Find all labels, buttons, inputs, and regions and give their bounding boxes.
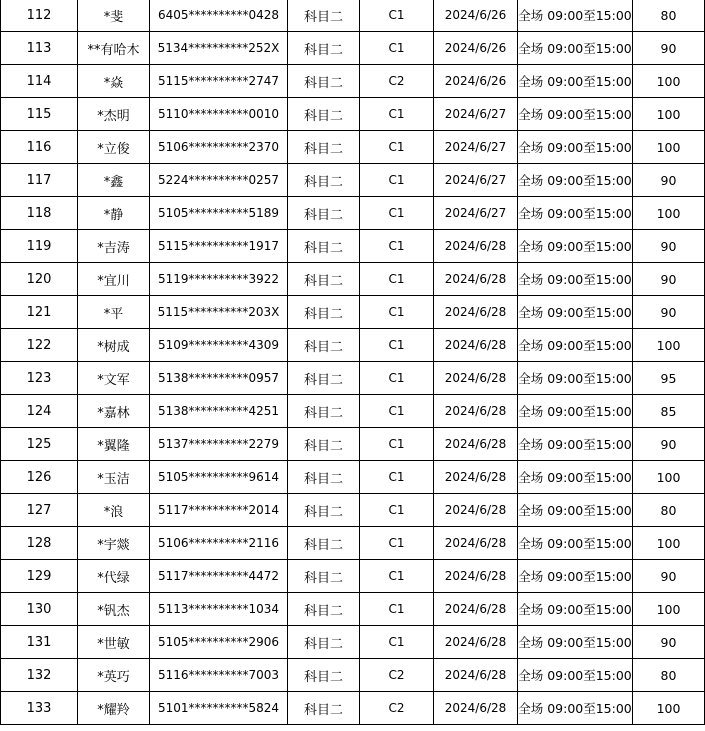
exam-date: 2024/6/28 (434, 659, 518, 692)
exam-score: 80 (633, 0, 705, 32)
candidate-name: *英巧 (78, 659, 150, 692)
exam-score: 100 (633, 527, 705, 560)
candidate-name: *静 (78, 197, 150, 230)
table-row (1, 131, 705, 164)
exam-session: 全场 09:00至15:00 (518, 593, 633, 626)
id-number: 5224**********0257 (150, 164, 288, 197)
exam-subject: 科目二 (288, 32, 360, 65)
table-row (1, 494, 705, 527)
exam-score: 90 (633, 296, 705, 329)
exam-score: 90 (633, 560, 705, 593)
id-number: 5117**********2014 (150, 494, 288, 527)
license-type: C1 (360, 131, 434, 164)
candidate-name: *浪 (78, 494, 150, 527)
candidate-name: *钒杰 (78, 593, 150, 626)
table-row (1, 461, 705, 494)
id-number: 5106**********2370 (150, 131, 288, 164)
row-number: 122 (1, 329, 78, 362)
table-row (1, 593, 705, 626)
exam-session: 全场 09:00至15:00 (518, 296, 633, 329)
exam-date: 2024/6/28 (434, 461, 518, 494)
exam-session: 全场 09:00至15:00 (518, 65, 633, 98)
id-number: 5115**********2747 (150, 65, 288, 98)
row-number: 123 (1, 362, 78, 395)
table-row (1, 0, 705, 32)
exam-subject: 科目二 (288, 0, 360, 32)
table-row (1, 395, 705, 428)
exam-session: 全场 09:00至15:00 (518, 98, 633, 131)
exam-subject: 科目二 (288, 626, 360, 659)
exam-subject: 科目二 (288, 65, 360, 98)
license-type: C1 (360, 428, 434, 461)
candidate-name: *鑫 (78, 164, 150, 197)
exam-subject: 科目二 (288, 296, 360, 329)
id-number: 5110**********0010 (150, 98, 288, 131)
table-row (1, 32, 705, 65)
exam-date: 2024/6/28 (434, 296, 518, 329)
exam-subject: 科目二 (288, 428, 360, 461)
row-number: 116 (1, 131, 78, 164)
id-number: 5106**********2116 (150, 527, 288, 560)
exam-date: 2024/6/28 (434, 494, 518, 527)
row-number: 113 (1, 32, 78, 65)
row-number: 127 (1, 494, 78, 527)
exam-session: 全场 09:00至15:00 (518, 395, 633, 428)
exam-score: 90 (633, 263, 705, 296)
license-type: C1 (360, 593, 434, 626)
candidate-name: *树成 (78, 329, 150, 362)
exam-subject: 科目二 (288, 659, 360, 692)
candidate-name: *宇燚 (78, 527, 150, 560)
exam-session: 全场 09:00至15:00 (518, 560, 633, 593)
id-number: 5138**********4251 (150, 395, 288, 428)
exam-score: 100 (633, 197, 705, 230)
id-number: 5105**********2906 (150, 626, 288, 659)
table-row (1, 626, 705, 659)
exam-session: 全场 09:00至15:00 (518, 131, 633, 164)
license-type: C1 (360, 197, 434, 230)
row-number: 120 (1, 263, 78, 296)
row-number: 121 (1, 296, 78, 329)
exam-date: 2024/6/28 (434, 428, 518, 461)
exam-subject: 科目二 (288, 131, 360, 164)
license-type: C2 (360, 659, 434, 692)
exam-score: 90 (633, 230, 705, 263)
exam-score: 100 (633, 461, 705, 494)
row-number: 125 (1, 428, 78, 461)
table-row (1, 329, 705, 362)
exam-date: 2024/6/26 (434, 32, 518, 65)
row-number: 133 (1, 692, 78, 725)
exam-session: 全场 09:00至15:00 (518, 230, 633, 263)
id-number: 5137**********2279 (150, 428, 288, 461)
exam-session: 全场 09:00至15:00 (518, 0, 633, 32)
exam-date: 2024/6/28 (434, 692, 518, 725)
id-number: 5117**********4472 (150, 560, 288, 593)
exam-session: 全场 09:00至15:00 (518, 659, 633, 692)
candidate-name: **有哈木 (78, 32, 150, 65)
exam-subject: 科目二 (288, 98, 360, 131)
row-number: 126 (1, 461, 78, 494)
exam-date: 2024/6/27 (434, 197, 518, 230)
license-type: C1 (360, 0, 434, 32)
row-number: 124 (1, 395, 78, 428)
row-number: 132 (1, 659, 78, 692)
exam-session: 全场 09:00至15:00 (518, 428, 633, 461)
license-type: C1 (360, 230, 434, 263)
exam-session: 全场 09:00至15:00 (518, 197, 633, 230)
exam-score: 90 (633, 428, 705, 461)
row-number: 129 (1, 560, 78, 593)
row-number: 114 (1, 65, 78, 98)
license-type: C1 (360, 32, 434, 65)
exam-subject: 科目二 (288, 164, 360, 197)
id-number: 5109**********4309 (150, 329, 288, 362)
license-type: C1 (360, 461, 434, 494)
candidate-name: *玉洁 (78, 461, 150, 494)
exam-session: 全场 09:00至15:00 (518, 494, 633, 527)
exam-subject: 科目二 (288, 197, 360, 230)
exam-subject: 科目二 (288, 527, 360, 560)
exam-session: 全场 09:00至15:00 (518, 32, 633, 65)
id-number: 5101**********5824 (150, 692, 288, 725)
license-type: C1 (360, 395, 434, 428)
table-row (1, 296, 705, 329)
id-number: 5115**********203X (150, 296, 288, 329)
table-row (1, 560, 705, 593)
exam-score: 85 (633, 395, 705, 428)
table-row (1, 65, 705, 98)
id-number: 5116**********7003 (150, 659, 288, 692)
license-type: C2 (360, 692, 434, 725)
exam-session: 全场 09:00至15:00 (518, 362, 633, 395)
license-type: C1 (360, 329, 434, 362)
license-type: C1 (360, 626, 434, 659)
table-row (1, 659, 705, 692)
exam-score: 100 (633, 98, 705, 131)
table-row (1, 164, 705, 197)
candidate-name: *耀羚 (78, 692, 150, 725)
row-number: 118 (1, 197, 78, 230)
exam-date: 2024/6/28 (434, 527, 518, 560)
exam-subject: 科目二 (288, 395, 360, 428)
table-row (1, 428, 705, 461)
exam-date: 2024/6/27 (434, 98, 518, 131)
exam-date: 2024/6/28 (434, 329, 518, 362)
exam-date: 2024/6/26 (434, 65, 518, 98)
exam-subject: 科目二 (288, 461, 360, 494)
exam-score: 80 (633, 659, 705, 692)
candidate-name: *世敏 (78, 626, 150, 659)
license-type: C1 (360, 560, 434, 593)
exam-score: 100 (633, 692, 705, 725)
exam-session: 全场 09:00至15:00 (518, 164, 633, 197)
candidate-name: *文军 (78, 362, 150, 395)
exam-date: 2024/6/28 (434, 626, 518, 659)
id-number: 5105**********5189 (150, 197, 288, 230)
exam-date: 2024/6/27 (434, 131, 518, 164)
exam-date: 2024/6/28 (434, 263, 518, 296)
table-row (1, 230, 705, 263)
exam-subject: 科目二 (288, 230, 360, 263)
candidate-name: *嘉林 (78, 395, 150, 428)
id-number: 5119**********3922 (150, 263, 288, 296)
exam-score: 100 (633, 131, 705, 164)
exam-session: 全场 09:00至15:00 (518, 329, 633, 362)
row-number: 115 (1, 98, 78, 131)
id-number: 5105**********9614 (150, 461, 288, 494)
exam-subject: 科目二 (288, 329, 360, 362)
exam-subject: 科目二 (288, 692, 360, 725)
exam-subject: 科目二 (288, 263, 360, 296)
table-row (1, 197, 705, 230)
row-number: 130 (1, 593, 78, 626)
table-row (1, 692, 705, 725)
id-number: 5134**********252X (150, 32, 288, 65)
license-type: C1 (360, 362, 434, 395)
exam-score: 95 (633, 362, 705, 395)
exam-score: 100 (633, 65, 705, 98)
candidate-name: *平 (78, 296, 150, 329)
id-number: 5115**********1917 (150, 230, 288, 263)
table-row (1, 362, 705, 395)
license-type: C1 (360, 98, 434, 131)
table-row (1, 527, 705, 560)
candidate-name: *宜川 (78, 263, 150, 296)
candidate-name: *杰明 (78, 98, 150, 131)
candidate-name: *吉涛 (78, 230, 150, 263)
exam-date: 2024/6/27 (434, 164, 518, 197)
id-number: 5113**********1034 (150, 593, 288, 626)
exam-score: 100 (633, 329, 705, 362)
exam-score: 90 (633, 32, 705, 65)
candidate-name: *翼隆 (78, 428, 150, 461)
row-number: 117 (1, 164, 78, 197)
candidate-name: *斐 (78, 0, 150, 32)
license-type: C1 (360, 527, 434, 560)
exam-score: 90 (633, 626, 705, 659)
license-type: C1 (360, 296, 434, 329)
license-type: C2 (360, 65, 434, 98)
exam-session: 全场 09:00至15:00 (518, 461, 633, 494)
exam-subject: 科目二 (288, 593, 360, 626)
license-type: C1 (360, 263, 434, 296)
exam-date: 2024/6/28 (434, 593, 518, 626)
table-row (1, 263, 705, 296)
id-number: 6405**********0428 (150, 0, 288, 32)
license-type: C1 (360, 494, 434, 527)
exam-date: 2024/6/28 (434, 395, 518, 428)
row-number: 119 (1, 230, 78, 263)
exam-session: 全场 09:00至15:00 (518, 263, 633, 296)
exam-session: 全场 09:00至15:00 (518, 626, 633, 659)
candidate-name: *焱 (78, 65, 150, 98)
candidate-name: *立俊 (78, 131, 150, 164)
exam-score: 80 (633, 494, 705, 527)
license-type: C1 (360, 164, 434, 197)
row-number: 131 (1, 626, 78, 659)
exam-date: 2024/6/26 (434, 0, 518, 32)
exam-session: 全场 09:00至15:00 (518, 527, 633, 560)
exam-date: 2024/6/28 (434, 230, 518, 263)
row-number: 112 (1, 0, 78, 32)
row-number: 128 (1, 527, 78, 560)
id-number: 5138**********0957 (150, 362, 288, 395)
exam-subject: 科目二 (288, 494, 360, 527)
candidate-name: *代绿 (78, 560, 150, 593)
exam-date: 2024/6/28 (434, 560, 518, 593)
exam-date: 2024/6/28 (434, 362, 518, 395)
exam-score: 90 (633, 164, 705, 197)
table-row (1, 98, 705, 131)
exam-subject: 科目二 (288, 560, 360, 593)
exam-score: 100 (633, 593, 705, 626)
exam-subject: 科目二 (288, 362, 360, 395)
exam-session: 全场 09:00至15:00 (518, 692, 633, 725)
